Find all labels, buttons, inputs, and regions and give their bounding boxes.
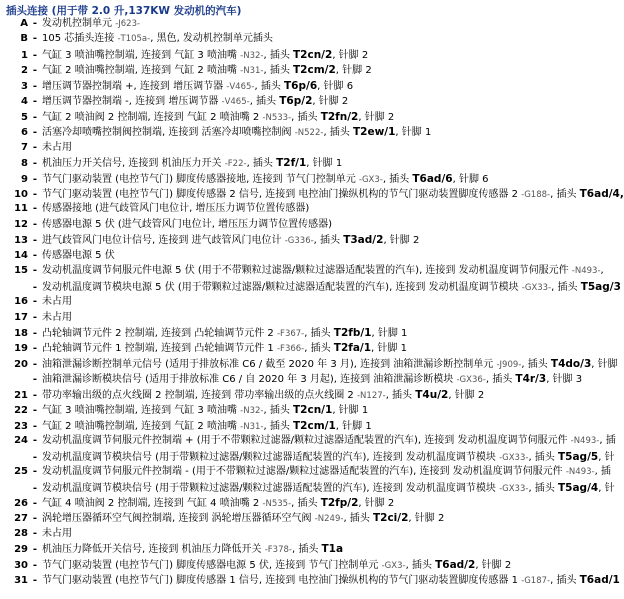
pin-description: , 针脚 2 <box>312 96 349 108</box>
pin-number: 17 <box>14 311 28 323</box>
connector-pin: T2cm/2 <box>293 64 336 77</box>
pin-description: , 插头 <box>313 235 344 247</box>
component-code: -N493- <box>571 266 601 277</box>
row-separator: - <box>32 420 38 432</box>
pin-row <box>0 527 602 541</box>
row-separator: - <box>32 173 38 185</box>
pin-description: , 插头 <box>263 65 294 77</box>
connector-pin: T6p/2 <box>279 95 313 108</box>
pin-number: 31 <box>14 575 28 587</box>
pin-row <box>0 403 602 417</box>
pin-description: 传感器接地 (进气歧管风门电位计, 增压压力调节位置传感器) <box>42 203 310 215</box>
pin-number: 28 <box>14 527 28 539</box>
component-code: -GX33- <box>521 282 552 293</box>
row-separator: - <box>32 281 38 293</box>
component-code: -N493- <box>570 436 600 447</box>
pin-description: , 针脚 1 <box>395 127 432 139</box>
pin-description: 油箱泄漏诊断控制单元信号 (适用于排放标准 C6 / 截至 2020 年 3 月), 连接到 油箱泄漏诊断控制单元 <box>42 358 497 370</box>
pin-number: 25 <box>14 466 28 478</box>
component-code: -GX33- <box>499 452 529 463</box>
row-separator: - <box>32 527 38 539</box>
row-separator: - <box>32 343 38 355</box>
pin-row <box>0 511 602 525</box>
pin-number: 24 <box>14 435 28 447</box>
component-code: -J623- <box>115 19 141 29</box>
pin-description: , 插头 <box>521 358 551 370</box>
pin-description: 气缸 2 喷油嘴控制端, 连接到 气缸 2 喷油嘴 <box>42 65 241 77</box>
pin-row <box>0 496 602 510</box>
pin-description: 带功率输出级的点火线圈 2 控制端, 连接到 带功率输出级的点火线圈 2 <box>42 389 357 401</box>
pin-row <box>0 125 602 139</box>
connector-pin: T4r/3 <box>515 373 547 386</box>
pin-number: 10 <box>14 188 28 200</box>
pin-description: , 插头 <box>304 328 334 339</box>
pin-description: , 针脚 6 <box>452 173 489 185</box>
row-separator: - <box>32 188 38 200</box>
pin-description: 发动机温度调节伺服元件电源 5 伏 (用于不带颗粒过滤器/颗粒过滤器适配装置的汽车), 连接到 发动机温度调节伺服元件 <box>42 265 572 277</box>
pin-row <box>0 419 602 433</box>
pin-row <box>0 202 602 216</box>
component-code: -N493- <box>565 467 595 478</box>
pin-description: 气缸 3 喷油嘴控制端, 连接到 气缸 3 喷油嘴 <box>42 49 241 61</box>
row-separator: - <box>32 235 38 247</box>
pin-description: 发动机温度调节伺服元件控制端 - (用于不带颗粒过滤器/颗粒过滤器适配装置的汽车), 连接到 发动机温度调节伺服元件 <box>42 466 566 478</box>
pin-description: , 针脚 2 <box>475 559 512 571</box>
connector-pin: T2ew/1 <box>352 126 396 139</box>
pin-description: 凸轮轴调节元件 1 控制端, 连接到 凸轮轴调节元件 1 <box>42 343 277 355</box>
component-code: -F22- <box>224 159 247 170</box>
row-separator: - <box>32 513 38 525</box>
connector-pin: T2cm/1 <box>293 419 336 432</box>
pin-row <box>0 32 602 46</box>
pin-row <box>0 249 602 263</box>
pin-description: , 插头 <box>291 111 321 123</box>
component-code: -N535- <box>262 498 292 509</box>
connector-pin: T2fb/1 <box>333 327 372 339</box>
pin-number: 12 <box>14 218 28 230</box>
component-code: -F367- <box>276 329 305 339</box>
pin-description: , 针脚 2 <box>448 389 485 401</box>
row-separator: - <box>32 65 38 77</box>
connector-pin: T6p/6 <box>284 79 318 92</box>
component-code: -F366- <box>276 344 305 355</box>
connector-pin: T6ad/1 <box>579 574 620 587</box>
row-separator: - <box>32 80 38 92</box>
pin-description: , 针脚 2 <box>358 497 395 509</box>
pin-description: , 插头 <box>343 513 373 525</box>
row-separator: - <box>32 158 38 170</box>
row-separator: - <box>32 466 38 478</box>
pin-description: 未占用 <box>42 141 72 153</box>
pin-description: , 针脚 2 <box>408 513 445 525</box>
pin-description: 发动机温度调节模块信号 (用于带颗粒过滤器/颗粒过滤器适配装置的汽车), 连接到 发动机温度调节模块 <box>42 482 500 494</box>
pin-description: , 插头 <box>254 80 285 92</box>
pin-row <box>0 388 602 402</box>
pin-row <box>0 79 602 93</box>
pin-description: , 插头 <box>263 405 294 417</box>
pin-description: 节气门驱动装置 (电控节气门) 脚度传感器电源 5 伏, 连接到 节气门控制单元 <box>42 559 382 571</box>
pin-description: 机油压力降低开关信号, 连接到 机油压力降低开关 <box>42 544 265 556</box>
pin-number: 23 <box>14 420 28 432</box>
pin-row <box>0 558 602 572</box>
pin-description: , 插头 <box>249 96 280 108</box>
component-code: -V465- <box>226 81 255 92</box>
row-separator: - <box>32 405 38 417</box>
component-code: -N127- <box>356 390 386 401</box>
row-separator: - <box>32 482 38 494</box>
pin-description: , 插头 <box>246 158 277 170</box>
pin-description: 发动机温度调节模块电源 5 伏 (用于带颗粒过滤器/颗粒过滤器适配装置的汽车), 连接到 发动机温度调节模块 <box>42 281 522 293</box>
pin-row <box>0 295 602 309</box>
pin-description: 活塞冷却喷嘴控制阀控制端, 连接到 活塞冷却喷嘴控制阀 <box>42 127 295 139</box>
row-separator: - <box>32 328 38 339</box>
row-separator: - <box>32 559 38 571</box>
pin-description: 发动机温度调节伺服元件控制端 + (用于不带颗粒过滤器/颗粒过滤器适配装置的汽车), 连接到 发动机温度调节伺服元件 <box>42 435 571 447</box>
pin-number: 6 <box>21 127 28 139</box>
pin-description: 节气门驱动装置 (电控节气门) 脚度传感器 1 信号, 连接到 电控油门操纵机构的节气门驱动装置脚度传感器 1 <box>42 575 522 587</box>
pin-row <box>0 280 621 294</box>
pin-row <box>0 94 602 108</box>
pin-description: 传感器电源 5 伏 (进气歧管风门电位计, 增压压力调节位置传感器) <box>42 218 333 230</box>
row-separator: - <box>32 249 38 261</box>
row-separator: - <box>32 96 38 108</box>
component-code: -N32- <box>240 50 264 61</box>
pin-number: 4 <box>21 96 28 108</box>
pin-number: 18 <box>14 328 28 339</box>
pin-description: 凸轮轴调节元件 2 控制端, 连接到 凸轮轴调节元件 2 <box>42 328 277 339</box>
pin-description: , 插头 <box>382 173 413 185</box>
pin-description: 进气歧管风门电位计信号, 连接到 进气歧管风门电位计 <box>42 235 285 247</box>
pin-description: , 针脚 2 <box>358 111 395 123</box>
row-separator: - <box>32 451 38 463</box>
pin-description: , 插头 <box>551 281 581 293</box>
row-separator: - <box>32 374 38 386</box>
pin-description: , 针 <box>598 482 615 494</box>
pin-number: 30 <box>14 559 28 571</box>
pin-description: 气缸 2 喷油嘴控制端, 连接到 气缸 2 喷油嘴 <box>42 420 241 432</box>
pin-description: 未占用 <box>42 311 72 323</box>
row-separator: - <box>32 311 38 323</box>
pin-description: 发动机温度调节模块信号 (用于带颗粒过滤器/颗粒过滤器适配装置的汽车), 连接到 发动机温度调节模块 <box>42 451 500 463</box>
row-separator: - <box>32 203 38 215</box>
pin-number: 27 <box>14 513 28 525</box>
pin-number: 26 <box>14 497 28 509</box>
pin-description: , 针脚 2 <box>383 235 420 247</box>
connector-pin: T2cn/1 <box>293 404 333 417</box>
pin-description: 节气门驱动装置 (电控节气门) 脚度传感器接地, 连接到 节气门控制单元 <box>42 173 359 185</box>
pin-description: 发动机控制单元 <box>42 18 116 29</box>
pin-number: 7 <box>21 141 28 153</box>
pin-description: , 插头 <box>550 188 580 200</box>
pin-row <box>0 573 620 587</box>
row-separator: - <box>32 111 38 123</box>
pin-row <box>0 172 602 186</box>
pin-description: 气缸 3 喷油嘴控制端, 连接到 气缸 3 喷油嘴 <box>42 405 241 417</box>
pin-description: , 插头 <box>550 575 580 587</box>
component-code: -GX36- <box>456 375 486 386</box>
row-separator: - <box>32 296 38 308</box>
pin-description: , 针脚 2 <box>335 65 372 77</box>
connector-pin: T2fa/1 <box>333 342 372 355</box>
pin-row <box>0 48 602 62</box>
component-code: -G187- <box>521 576 551 587</box>
pin-number: 16 <box>14 296 28 308</box>
component-code: -GX3- <box>381 560 406 571</box>
pin-description: , 插头 <box>304 343 334 355</box>
pin-description: , 插头 <box>485 374 516 386</box>
pin-description: , 插 <box>594 466 611 478</box>
pin-row <box>0 311 602 325</box>
row-separator: - <box>32 218 38 230</box>
pin-number: 3 <box>21 80 28 92</box>
pin-description: , 插头 <box>263 49 294 61</box>
pin-number: B <box>20 33 28 45</box>
pin-description: 增压调节器控制端 -, 连接到 增压调节器 <box>42 96 222 108</box>
component-code: -N249- <box>314 514 344 525</box>
pin-row <box>0 341 602 355</box>
component-code: -V465- <box>221 97 250 108</box>
pin-row <box>0 63 602 77</box>
row-separator: - <box>32 49 38 61</box>
pin-number: 11 <box>14 203 28 215</box>
connector-pin: T2fp/2 <box>320 496 359 509</box>
pin-description: , 插头 <box>323 127 353 139</box>
pin-description: , 针脚 6 <box>317 80 354 92</box>
pin-description: , 插头 <box>528 451 558 463</box>
pin-number: 13 <box>14 235 28 247</box>
connector-pin: T3ad/2 <box>343 234 384 247</box>
pin-row <box>0 465 611 479</box>
row-separator: - <box>32 265 38 277</box>
row-separator: - <box>32 497 38 509</box>
connector-pin: T2ci/2 <box>372 512 409 525</box>
connector-pin: T2cn/2 <box>293 48 333 61</box>
row-separator: - <box>32 141 38 153</box>
component-code: -N31- <box>240 421 264 432</box>
pin-row <box>0 233 602 247</box>
pin-description: , <box>600 265 604 277</box>
pin-description: 气缸 4 喷油阀 2 控制端, 连接到 气缸 4 喷油嘴 2 <box>42 497 263 509</box>
pin-description: , 插头 <box>385 389 416 401</box>
pin-row <box>0 264 602 278</box>
pin-number: A <box>20 18 28 29</box>
pin-row <box>0 434 616 448</box>
connector-pin: T1a <box>321 543 344 556</box>
connector-pin: T4u/2 <box>415 388 449 401</box>
pin-description: 105 芯插头连接 <box>42 33 118 45</box>
pin-number: 9 <box>21 173 28 185</box>
pin-number: 21 <box>14 389 28 401</box>
pin-description: , 插头 <box>291 497 321 509</box>
connector-pin: T6ad/6 <box>412 172 453 185</box>
pin-row <box>0 450 615 464</box>
pin-description: , 黑色, 发动机控制单元插头 <box>150 33 273 45</box>
pin-description: , 插头 <box>528 482 558 494</box>
pin-number: 22 <box>14 405 28 417</box>
component-code: -N32- <box>240 406 264 417</box>
pin-description: 油箱泄漏诊断模块信号 (适用于排放标准 C6 / 自 2020 年 3 月起), 连接到 油箱泄漏诊断模块 <box>42 374 457 386</box>
pin-description: , 插 <box>599 435 616 447</box>
component-code: -G336- <box>284 236 314 247</box>
pin-description: , 插头 <box>291 544 322 556</box>
row-separator: - <box>32 389 38 401</box>
component-code: -N522- <box>294 128 324 139</box>
row-separator: - <box>32 544 38 556</box>
pin-number: 19 <box>14 343 28 355</box>
pin-row <box>0 372 602 386</box>
pin-number: 15 <box>14 265 28 277</box>
pin-description: , 针脚 1 <box>371 328 408 339</box>
pin-description: 机油压力开关信号, 连接到 机油压力开关 <box>42 158 225 170</box>
pin-row <box>0 218 602 232</box>
pin-number: 8 <box>21 158 28 170</box>
pin-row <box>0 326 602 340</box>
pin-description: , 针脚 1 <box>332 405 369 417</box>
row-separator: - <box>32 575 38 587</box>
pin-description: 增压调节器控制端 +, 连接到 增压调节器 <box>42 80 227 92</box>
pin-row <box>0 542 602 556</box>
component-code: -F378- <box>264 545 292 556</box>
component-code: -N31- <box>240 66 264 77</box>
pin-number: 1 <box>21 49 28 61</box>
pin-description: , 针 <box>598 451 615 463</box>
pin-row <box>0 187 624 201</box>
connector-pin: T5ag/4 <box>558 481 599 494</box>
pin-description: 传感器电源 5 伏 <box>42 249 115 261</box>
row-separator: - <box>32 435 38 447</box>
pin-row <box>0 17 602 31</box>
pin-row <box>0 141 602 155</box>
component-code: -GX33- <box>499 483 529 494</box>
pin-description: 未占用 <box>42 527 72 539</box>
pin-number: 14 <box>14 249 28 261</box>
pin-number: 2 <box>21 65 28 77</box>
pin-description: , 针脚 <box>591 358 618 370</box>
pin-description: , 针脚 1 <box>306 158 343 170</box>
connector-pin: T2f/1 <box>276 157 307 170</box>
connector-pin: T5ag/5 <box>558 450 599 463</box>
row-separator: - <box>32 127 38 139</box>
pin-description: 未占用 <box>42 296 72 308</box>
row-separator: - <box>32 358 38 370</box>
pin-number: 20 <box>14 358 28 370</box>
page-title: 插头连接 (用于带 2.0 升,137KW 发动机的汽车) <box>6 5 242 17</box>
pin-row <box>0 110 602 124</box>
pin-row <box>0 481 615 495</box>
connector-pin: T6ad/2 <box>435 558 476 571</box>
component-code: -J909- <box>496 359 522 370</box>
component-code: -T105a- <box>117 34 151 45</box>
component-code: -G188- <box>521 189 551 200</box>
pin-number: 5 <box>21 111 28 123</box>
component-code: -N533- <box>262 112 292 123</box>
connector-pin: T5ag/3 <box>580 280 621 293</box>
pin-description: , 针脚 3 <box>546 374 583 386</box>
row-separator: - <box>32 18 38 29</box>
pin-number: 29 <box>14 544 28 556</box>
pin-row <box>0 357 618 371</box>
pin-description: , 插头 <box>405 559 436 571</box>
connector-pin: T4do/3 <box>550 357 592 370</box>
pin-description: , 针脚 2 <box>332 49 369 61</box>
connector-pin: T6ad/4, <box>579 187 624 200</box>
pin-description: , 针脚 1 <box>371 343 407 355</box>
pin-description: 气缸 2 喷油阀 2 控制端, 连接到 气缸 2 喷油嘴 2 <box>42 111 263 123</box>
connector-pin: T2fn/2 <box>320 110 359 123</box>
component-code: -GX3- <box>358 174 383 185</box>
row-separator: - <box>32 33 38 45</box>
pin-description: , 针脚 1 <box>335 420 372 432</box>
pin-description: 节气门驱动装置 (电控节气门) 脚度传感器 2 信号, 连接到 电控油门操纵机构的节气门驱动装置脚度传感器 2 <box>42 188 522 200</box>
pin-row <box>0 156 602 170</box>
pin-description: 涡轮增压器循环空气阀控制端, 连接到 涡轮增压器循环空气阀 <box>42 513 315 525</box>
pin-description: , 插头 <box>263 420 294 432</box>
